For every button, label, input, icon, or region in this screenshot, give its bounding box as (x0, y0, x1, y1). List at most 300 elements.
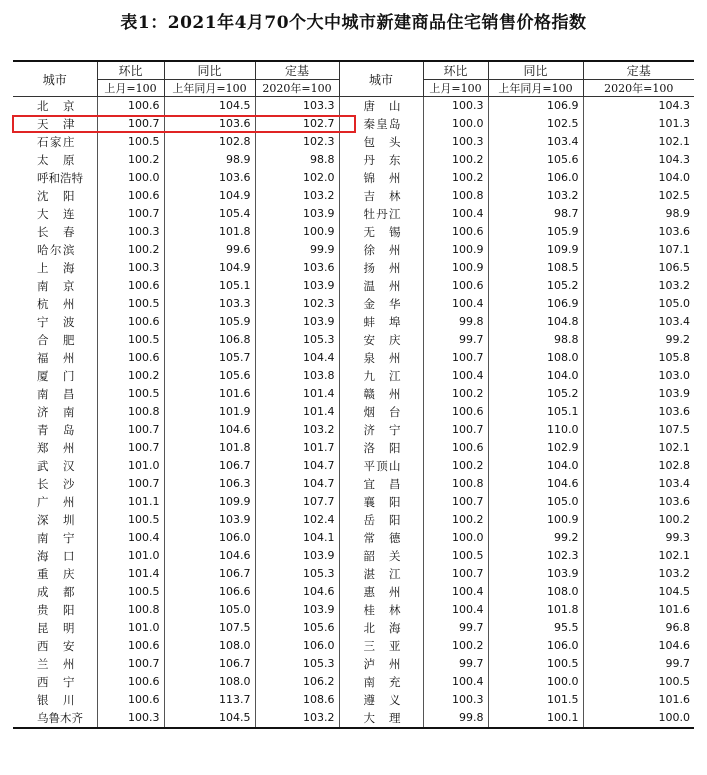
city-cell: 韶关 (339, 547, 423, 565)
city-cell: 上海 (37, 261, 75, 275)
city-cell: 包头 (339, 133, 423, 151)
fixed-cell: 103.6 (583, 403, 694, 421)
yoy-cell: 106.0 (488, 637, 583, 655)
mom-cell: 100.9 (423, 259, 488, 277)
mom-cell: 100.4 (423, 583, 488, 601)
yoy-cell: 101.9 (164, 403, 255, 421)
header-mom-base-left: 上月=100 (97, 80, 164, 97)
fixed-cell: 107.5 (583, 421, 694, 439)
fixed-cell: 102.1 (583, 547, 694, 565)
yoy-cell: 105.7 (164, 349, 255, 367)
fixed-cell: 104.7 (255, 457, 339, 475)
mom-cell: 100.3 (97, 223, 164, 241)
yoy-cell: 101.5 (488, 691, 583, 709)
mom-cell: 100.7 (423, 349, 488, 367)
city-cell: 成都 (37, 585, 75, 599)
mom-cell: 100.2 (423, 169, 488, 187)
fixed-cell: 105.3 (255, 565, 339, 583)
fixed-cell: 102.1 (583, 133, 694, 151)
city-cell: 安庆 (339, 331, 423, 349)
city-cell: 惠州 (339, 583, 423, 601)
yoy-cell: 104.9 (164, 259, 255, 277)
fixed-cell: 98.9 (583, 205, 694, 223)
city-cell: 秦皇岛 (339, 115, 423, 133)
yoy-cell: 106.9 (488, 295, 583, 313)
mom-cell: 100.6 (97, 313, 164, 331)
mom-cell: 100.4 (423, 205, 488, 223)
yoy-cell: 103.9 (164, 511, 255, 529)
mom-cell: 100.6 (97, 673, 164, 691)
mom-cell: 100.6 (97, 97, 164, 116)
table-row (13, 511, 694, 529)
city-cell: 武汉 (37, 459, 75, 473)
yoy-cell: 108.5 (488, 259, 583, 277)
table-row (13, 151, 694, 169)
city-cell: 吉林 (339, 187, 423, 205)
mom-cell: 99.8 (423, 313, 488, 331)
city-cell: 无锡 (339, 223, 423, 241)
fixed-cell: 105.3 (255, 331, 339, 349)
city-cell: 济南 (37, 405, 75, 419)
yoy-cell: 104.5 (164, 97, 255, 116)
yoy-cell: 100.1 (488, 709, 583, 728)
yoy-cell: 98.7 (488, 205, 583, 223)
city-cell: 石家庄 (37, 135, 75, 149)
city-cell: 福州 (37, 351, 75, 365)
header-mom-right: 环比 (423, 61, 488, 80)
city-cell: 杭州 (37, 297, 75, 311)
city-cell: 太原 (37, 153, 75, 167)
mom-cell: 100.4 (423, 601, 488, 619)
table-row (13, 583, 694, 601)
mom-cell: 100.8 (423, 187, 488, 205)
mom-cell: 100.6 (423, 277, 488, 295)
mom-cell: 100.6 (97, 187, 164, 205)
table-title: 表1：2021年4月70个大中城市新建商品住宅销售价格指数 (120, 13, 587, 33)
table-row (13, 241, 694, 259)
city-cell: 南昌 (37, 387, 75, 401)
table-row (13, 205, 694, 223)
fixed-cell: 104.5 (583, 583, 694, 601)
mom-cell: 100.5 (97, 385, 164, 403)
fixed-cell: 105.8 (583, 349, 694, 367)
city-cell: 丹东 (339, 151, 423, 169)
city-cell: 深圳 (37, 513, 75, 527)
fixed-cell: 104.1 (255, 529, 339, 547)
yoy-cell: 103.3 (164, 295, 255, 313)
table-row (13, 655, 694, 673)
yoy-cell: 104.8 (488, 313, 583, 331)
mom-cell: 100.0 (423, 115, 488, 133)
city-cell: 西宁 (37, 675, 75, 689)
fixed-cell: 96.8 (583, 619, 694, 637)
yoy-cell: 99.6 (164, 241, 255, 259)
fixed-cell: 99.3 (583, 529, 694, 547)
fixed-cell: 102.8 (583, 457, 694, 475)
table-row (13, 709, 694, 728)
mom-cell: 100.7 (97, 205, 164, 223)
yoy-cell: 101.6 (164, 385, 255, 403)
city-cell: 厦门 (37, 369, 75, 383)
yoy-cell: 105.1 (488, 403, 583, 421)
yoy-cell: 100.9 (488, 511, 583, 529)
city-cell: 泉州 (339, 349, 423, 367)
mom-cell: 100.3 (97, 259, 164, 277)
header-yoy-left: 同比 (164, 61, 255, 80)
city-cell: 遵义 (339, 691, 423, 709)
mom-cell: 100.7 (97, 115, 164, 133)
fixed-cell: 102.1 (583, 439, 694, 457)
yoy-cell: 102.9 (488, 439, 583, 457)
fixed-cell: 106.2 (255, 673, 339, 691)
fixed-cell: 106.0 (255, 637, 339, 655)
mom-cell: 101.0 (97, 457, 164, 475)
header-city-right: 城市 (339, 61, 423, 97)
fixed-cell: 103.9 (255, 205, 339, 223)
yoy-cell: 105.9 (488, 223, 583, 241)
fixed-cell: 101.4 (255, 403, 339, 421)
yoy-cell: 104.0 (488, 367, 583, 385)
yoy-cell: 103.9 (488, 565, 583, 583)
fixed-cell: 104.7 (255, 475, 339, 493)
fixed-cell: 101.6 (583, 601, 694, 619)
fixed-cell: 105.0 (583, 295, 694, 313)
yoy-cell: 104.5 (164, 709, 255, 728)
mom-cell: 100.8 (97, 601, 164, 619)
header-yoy-right: 同比 (488, 61, 583, 80)
fixed-cell: 101.7 (255, 439, 339, 457)
mom-cell: 100.0 (97, 169, 164, 187)
yoy-cell: 106.0 (164, 529, 255, 547)
city-cell: 蚌埠 (339, 313, 423, 331)
fixed-cell: 102.3 (255, 133, 339, 151)
city-cell: 三亚 (339, 637, 423, 655)
fixed-cell: 103.9 (255, 547, 339, 565)
yoy-cell: 108.0 (488, 349, 583, 367)
mom-cell: 100.3 (423, 97, 488, 116)
yoy-cell: 106.3 (164, 475, 255, 493)
fixed-cell: 103.8 (255, 367, 339, 385)
fixed-cell: 102.5 (583, 187, 694, 205)
city-cell: 常德 (339, 529, 423, 547)
fixed-cell: 105.3 (255, 655, 339, 673)
yoy-cell: 105.1 (164, 277, 255, 295)
fixed-cell: 99.2 (583, 331, 694, 349)
table-row (13, 223, 694, 241)
yoy-cell: 108.0 (164, 673, 255, 691)
city-cell: 桂林 (339, 601, 423, 619)
yoy-cell: 102.5 (488, 115, 583, 133)
table-row (13, 367, 694, 385)
yoy-cell: 104.0 (488, 457, 583, 475)
city-cell: 大连 (37, 207, 75, 221)
fixed-cell: 103.2 (255, 709, 339, 728)
city-cell: 南充 (339, 673, 423, 691)
mom-cell: 100.2 (423, 511, 488, 529)
mom-cell: 100.2 (423, 457, 488, 475)
city-cell: 徐州 (339, 241, 423, 259)
mom-cell: 100.7 (97, 439, 164, 457)
yoy-cell: 101.8 (488, 601, 583, 619)
mom-cell: 100.5 (97, 583, 164, 601)
table-row (13, 457, 694, 475)
city-cell: 大理 (339, 709, 423, 728)
yoy-cell: 113.7 (164, 691, 255, 709)
header-yoy-base-right: 上年同月=100 (488, 80, 583, 97)
yoy-cell: 105.6 (488, 151, 583, 169)
header-mom-base-right: 上月=100 (423, 80, 488, 97)
header-city-left: 城市 (13, 61, 97, 97)
table-row (13, 169, 694, 187)
mom-cell: 100.5 (97, 295, 164, 313)
city-cell: 昆明 (37, 621, 75, 635)
city-cell: 南京 (37, 279, 75, 293)
fixed-cell: 103.2 (583, 277, 694, 295)
yoy-cell: 106.6 (164, 583, 255, 601)
fixed-cell: 99.7 (583, 655, 694, 673)
yoy-cell: 104.6 (164, 421, 255, 439)
table-row (13, 637, 694, 655)
mom-cell: 99.7 (423, 619, 488, 637)
fixed-cell: 103.9 (255, 601, 339, 619)
city-cell: 平顶山 (339, 457, 423, 475)
yoy-cell: 102.8 (164, 133, 255, 151)
mom-cell: 99.7 (423, 331, 488, 349)
city-cell: 兰州 (37, 657, 75, 671)
fixed-cell: 102.0 (255, 169, 339, 187)
city-cell: 宜昌 (339, 475, 423, 493)
yoy-cell: 101.8 (164, 439, 255, 457)
yoy-cell: 103.2 (488, 187, 583, 205)
yoy-cell: 104.6 (164, 547, 255, 565)
table-row (13, 295, 694, 313)
mom-cell: 99.8 (423, 709, 488, 728)
fixed-cell: 103.2 (255, 421, 339, 439)
table-row (13, 277, 694, 295)
mom-cell: 101.1 (97, 493, 164, 511)
fixed-cell: 103.4 (583, 313, 694, 331)
mom-cell: 100.7 (97, 421, 164, 439)
fixed-cell: 103.6 (583, 493, 694, 511)
mom-cell: 100.6 (97, 277, 164, 295)
fixed-cell: 104.4 (255, 349, 339, 367)
city-cell: 北京 (37, 99, 75, 113)
table-row (13, 601, 694, 619)
fixed-cell: 100.9 (255, 223, 339, 241)
city-cell: 西安 (37, 639, 75, 653)
table-body (13, 97, 694, 729)
yoy-cell: 106.7 (164, 655, 255, 673)
mom-cell: 99.7 (423, 655, 488, 673)
fixed-cell: 107.1 (583, 241, 694, 259)
yoy-cell: 103.4 (488, 133, 583, 151)
fixed-cell: 99.9 (255, 241, 339, 259)
mom-cell: 100.4 (423, 367, 488, 385)
mom-cell: 100.4 (97, 529, 164, 547)
highlight-box (12, 115, 356, 133)
mom-cell: 100.2 (423, 385, 488, 403)
fixed-cell: 103.2 (583, 565, 694, 583)
city-cell: 唐山 (339, 97, 423, 116)
yoy-cell: 108.0 (488, 583, 583, 601)
table-row (13, 349, 694, 367)
yoy-cell: 100.5 (488, 655, 583, 673)
fixed-cell: 104.6 (583, 637, 694, 655)
fixed-cell: 103.3 (255, 97, 339, 116)
yoy-cell: 109.9 (164, 493, 255, 511)
mom-cell: 100.6 (423, 439, 488, 457)
city-cell: 天津 (37, 117, 75, 131)
city-cell: 沈阳 (37, 189, 75, 203)
fixed-cell: 104.3 (583, 151, 694, 169)
city-cell: 湛江 (339, 565, 423, 583)
fixed-cell: 103.2 (255, 187, 339, 205)
city-cell: 北海 (339, 619, 423, 637)
yoy-cell: 106.9 (488, 97, 583, 116)
city-cell: 锦州 (339, 169, 423, 187)
fixed-cell: 101.3 (583, 115, 694, 133)
table-row (13, 313, 694, 331)
mom-cell: 100.2 (97, 367, 164, 385)
yoy-cell: 106.7 (164, 565, 255, 583)
yoy-cell: 105.2 (488, 277, 583, 295)
city-cell: 呼和浩特 (37, 171, 83, 185)
fixed-cell: 98.8 (255, 151, 339, 169)
mom-cell: 100.7 (423, 421, 488, 439)
yoy-cell: 104.9 (164, 187, 255, 205)
mom-cell: 100.5 (97, 511, 164, 529)
mom-cell: 100.6 (423, 403, 488, 421)
city-cell: 岳阳 (339, 511, 423, 529)
mom-cell: 100.6 (423, 223, 488, 241)
city-cell: 银川 (37, 693, 75, 707)
table-row (13, 187, 694, 205)
yoy-cell: 107.5 (164, 619, 255, 637)
city-cell: 广州 (37, 495, 75, 509)
mom-cell: 101.0 (97, 547, 164, 565)
city-cell: 长沙 (37, 477, 75, 491)
mom-cell: 100.7 (97, 655, 164, 673)
table-row (13, 439, 694, 457)
yoy-cell: 100.0 (488, 673, 583, 691)
mom-cell: 100.6 (97, 349, 164, 367)
mom-cell: 100.8 (97, 403, 164, 421)
yoy-cell: 98.9 (164, 151, 255, 169)
mom-cell: 100.7 (423, 493, 488, 511)
fixed-cell: 100.5 (583, 673, 694, 691)
header-fixed-base-right: 2020年=100 (583, 80, 694, 97)
mom-cell: 100.3 (423, 133, 488, 151)
mom-cell: 100.5 (423, 547, 488, 565)
fixed-cell: 106.5 (583, 259, 694, 277)
table-row (13, 691, 694, 709)
table-row (13, 421, 694, 439)
fixed-cell: 100.2 (583, 511, 694, 529)
table-row (13, 259, 694, 277)
city-cell: 南宁 (37, 531, 75, 545)
city-cell: 乌鲁木齐 (13, 709, 97, 728)
fixed-cell: 104.3 (583, 97, 694, 116)
city-cell: 青岛 (37, 423, 75, 437)
fixed-cell: 102.4 (255, 511, 339, 529)
fixed-cell: 101.6 (583, 691, 694, 709)
city-cell: 海口 (37, 549, 75, 563)
yoy-cell: 99.2 (488, 529, 583, 547)
city-cell: 牡丹江 (339, 205, 423, 223)
yoy-cell: 103.6 (164, 115, 255, 133)
mom-cell: 100.3 (97, 709, 164, 728)
city-cell: 扬州 (339, 259, 423, 277)
yoy-cell: 106.7 (164, 457, 255, 475)
yoy-cell: 95.5 (488, 619, 583, 637)
city-cell: 宁波 (37, 315, 75, 329)
header-yoy-base-left: 上年同月=100 (164, 80, 255, 97)
yoy-cell: 98.8 (488, 331, 583, 349)
yoy-cell: 104.6 (488, 475, 583, 493)
mom-cell: 100.7 (423, 565, 488, 583)
city-cell: 赣州 (339, 385, 423, 403)
mom-cell: 100.4 (423, 673, 488, 691)
mom-cell: 101.4 (97, 565, 164, 583)
city-cell: 长春 (37, 225, 75, 239)
city-cell: 泸州 (339, 655, 423, 673)
header-fixed-base-left: 2020年=100 (255, 80, 339, 97)
yoy-cell: 103.6 (164, 169, 255, 187)
yoy-cell: 105.2 (488, 385, 583, 403)
city-cell: 合肥 (37, 333, 75, 347)
fixed-cell: 103.6 (583, 223, 694, 241)
city-cell: 哈尔滨 (37, 243, 75, 257)
mom-cell: 100.2 (97, 151, 164, 169)
table-row (13, 565, 694, 583)
city-cell: 洛阳 (339, 439, 423, 457)
city-cell: 济宁 (339, 421, 423, 439)
mom-cell: 100.5 (97, 331, 164, 349)
header-fixed-right: 定基 (583, 61, 694, 80)
mom-cell: 100.6 (97, 691, 164, 709)
fixed-cell: 104.6 (255, 583, 339, 601)
yoy-cell: 105.6 (164, 367, 255, 385)
yoy-cell: 105.4 (164, 205, 255, 223)
mom-cell: 100.7 (97, 475, 164, 493)
city-cell: 襄阳 (339, 493, 423, 511)
yoy-cell: 105.0 (164, 601, 255, 619)
city-cell: 郑州 (37, 441, 75, 455)
table-row (13, 403, 694, 421)
fixed-cell: 102.7 (255, 115, 339, 133)
yoy-cell: 106.0 (488, 169, 583, 187)
fixed-cell: 103.9 (255, 277, 339, 295)
table-row (13, 97, 694, 116)
yoy-cell: 101.8 (164, 223, 255, 241)
city-cell: 九江 (339, 367, 423, 385)
fixed-cell: 103.9 (255, 313, 339, 331)
fixed-cell: 105.6 (255, 619, 339, 637)
table-row (13, 529, 694, 547)
header-fixed-left: 定基 (255, 61, 339, 80)
fixed-cell: 103.0 (583, 367, 694, 385)
yoy-cell: 110.0 (488, 421, 583, 439)
yoy-cell: 109.9 (488, 241, 583, 259)
mom-cell: 100.6 (97, 637, 164, 655)
mom-cell: 100.5 (97, 133, 164, 151)
table-row (13, 133, 694, 151)
fixed-cell: 101.4 (255, 385, 339, 403)
yoy-cell: 108.0 (164, 637, 255, 655)
mom-cell: 100.0 (423, 529, 488, 547)
mom-cell: 100.9 (423, 241, 488, 259)
city-cell: 温州 (339, 277, 423, 295)
